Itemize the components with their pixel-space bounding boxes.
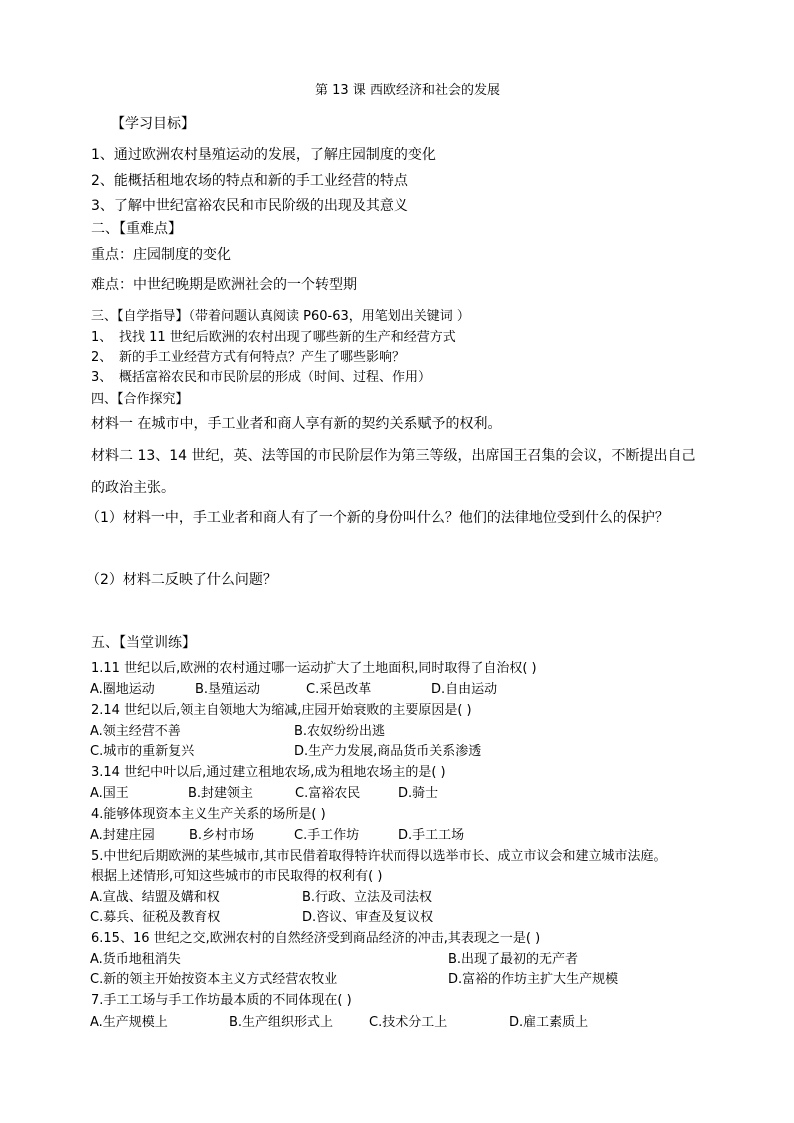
option: C.城市的重新复兴 xyxy=(90,744,195,759)
question-stem: 3.14 世纪中叶以后,通过建立租地农场,成为租地农场主的是( ) xyxy=(91,765,446,780)
training-heading: 五、【当堂训练】 xyxy=(91,635,196,651)
question-stem: 6.15、16 世纪之交,欧洲农村的自然经济受到商品经济的冲击,其表现之一是( ) xyxy=(91,931,541,946)
option: A.货币地租消失 xyxy=(90,952,181,967)
option: A.圈地运动 xyxy=(90,682,155,697)
option: B.垦殖运动 xyxy=(195,682,261,697)
option: C.采邑改革 xyxy=(306,682,372,697)
option: B.农奴纷纷出逃 xyxy=(294,724,386,739)
question-one: （1）材料一中，手工业者和商人有了一个新的身份叫什么？他们的法律地位受到什么的保护？ xyxy=(86,510,669,526)
self-study-text: 找找 11 世纪后欧洲的农村出现了哪些新的生产和经营方式 xyxy=(119,330,456,345)
question-stem: 5.中世纪后期欧洲的某些城市,其市民借着取得特许状而得以选举市长、成立市议会和建立城市法庭。 xyxy=(91,849,667,864)
option: A.宣战、结盟及媾和权 xyxy=(90,890,220,905)
option: D.咨议、审查及复议权 xyxy=(302,910,434,925)
self-study-num: 3、 xyxy=(91,370,113,385)
self-study-num: 2、 xyxy=(91,350,113,365)
option: C.募兵、征税及教育权 xyxy=(90,910,221,925)
page-title: 第 13 课 西欧经济和社会的发展 xyxy=(315,83,500,98)
question-options xyxy=(90,910,730,926)
option: B.生产组织形式上 xyxy=(229,1015,334,1030)
question-stem: 4.能够体现资本主义生产关系的场所是( ) xyxy=(91,807,326,822)
cooperation-heading: 四、【合作探究】 xyxy=(91,392,189,407)
question-stem-cont: 根据上述情形,可知这些城市的市民取得的权利有( ) xyxy=(91,869,383,884)
option: B.封建领主 xyxy=(188,786,254,801)
option: A.封建庄园 xyxy=(90,828,155,843)
option: A.国王 xyxy=(90,786,129,801)
option: B.行政、立法及司法权 xyxy=(302,890,433,905)
question-stem: 1.11 世纪以后,欧洲的农村通过哪一运动扩大了土地面积,同时取得了自治权( ) xyxy=(91,661,537,676)
option: C.新的领主开始按资本主义方式经营农牧业 xyxy=(90,972,338,987)
question-two: （2）材料二反映了什么问题？ xyxy=(86,572,277,588)
key-point-difficulty: 难点：中世纪晚期是欧洲社会的一个转型期 xyxy=(91,277,357,293)
option: B.出现了最初的无产者 xyxy=(448,952,579,967)
key-point-focus: 重点：庄园制度的变化 xyxy=(91,247,231,263)
self-study-text: 新的手工业经营方式有何特点？产生了哪些影响？ xyxy=(119,350,406,365)
question-options xyxy=(90,786,730,802)
option: D.自由运动 xyxy=(431,682,498,697)
self-study-text: 概括富裕农民和市民阶层的形成（时间、过程、作用） xyxy=(119,370,432,385)
question-options xyxy=(90,890,730,906)
material-two-cont: 的政治主张。 xyxy=(91,480,175,496)
question-stem: 2.14 世纪以后,领主自领地大为缩减,庄园开始衰败的主要原因是( ) xyxy=(91,703,472,718)
option: D.富裕的作坊主扩大生产规模 xyxy=(448,972,619,987)
option: D.生产力发展,商品货币关系渗透 xyxy=(294,744,482,759)
self-study-num: 1、 xyxy=(91,330,113,345)
question-options xyxy=(90,744,730,760)
option: C.技术分工上 xyxy=(369,1015,448,1030)
question-stem: 7.手工工场与手工作坊最本质的不同体现在( ) xyxy=(91,993,352,1008)
self-study-heading: 三、【自学指导】（带着问题认真阅读 P60-63，用笔划出关键词 ） xyxy=(91,309,470,324)
option: A.生产规模上 xyxy=(90,1015,168,1030)
question-options xyxy=(90,724,730,740)
key-points-heading: 二、【重难点】 xyxy=(91,221,182,237)
question-options xyxy=(90,952,730,968)
option: D.手工工场 xyxy=(398,828,465,843)
objective-item: 1、通过欧洲农村垦殖运动的发展，了解庄园制度的变化 xyxy=(91,147,436,163)
option: D.雇工素质上 xyxy=(509,1015,589,1030)
question-options xyxy=(90,828,730,844)
question-options xyxy=(90,972,730,988)
material-one: 材料一 在城市中，手工业者和商人享有新的契约关系赋予的权利。 xyxy=(91,416,502,432)
question-options xyxy=(90,1015,730,1031)
option: A.领主经营不善 xyxy=(90,724,181,739)
option: C.手工作坊 xyxy=(294,828,360,843)
option: B.乡村市场 xyxy=(189,828,255,843)
option: C.富裕农民 xyxy=(295,786,361,801)
objectives-heading: 【学习目标】 xyxy=(111,116,195,132)
option: D.骑士 xyxy=(398,786,439,801)
objective-item: 2、能概括租地农场的特点和新的手工业经营的特点 xyxy=(91,173,408,189)
question-options xyxy=(90,682,730,698)
objective-item: 3、了解中世纪富裕农民和市民阶级的出现及其意义 xyxy=(91,198,408,214)
material-two: 材料二 13、14 世纪，英、法等国的市民阶层作为第三等级，出席国王召集的会议，不断提出自己 xyxy=(91,448,696,464)
